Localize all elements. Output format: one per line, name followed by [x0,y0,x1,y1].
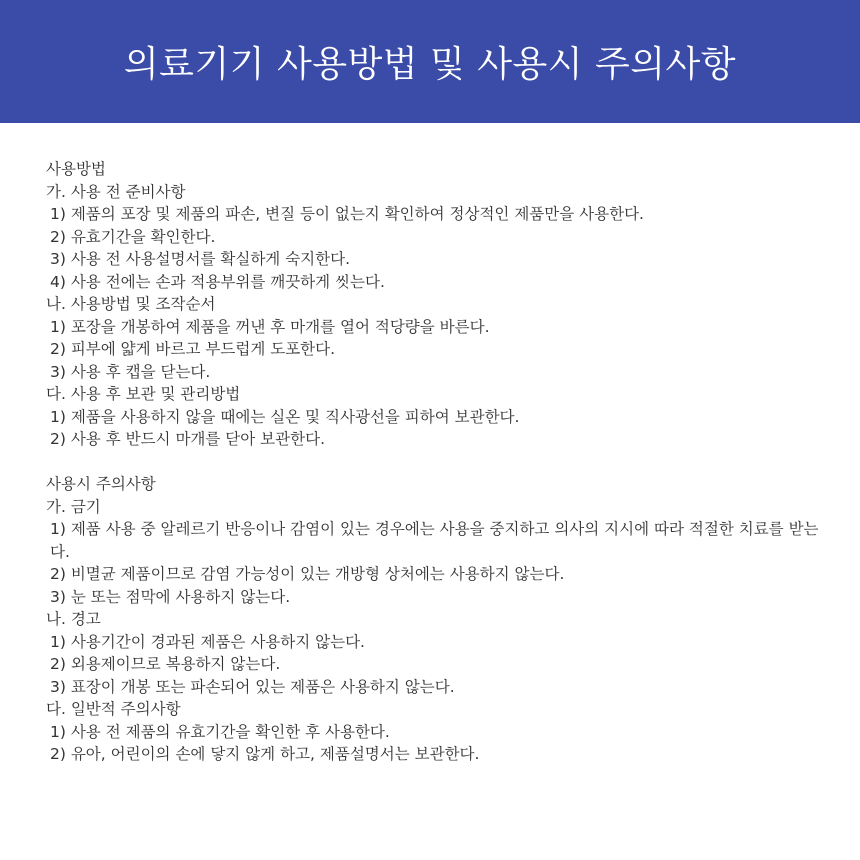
list-item: 1) 사용기간이 경과된 제품은 사용하지 않는다. [50,632,365,651]
list-item: 2) 외용제이므로 복용하지 않는다. [50,655,281,673]
list-item: 2) 유효기간을 확인한다. [50,227,216,246]
usage-section-na-title: 나. 사용방법 및 조작순서 [46,295,216,313]
usage-section-da-title: 다. 사용 후 보관 및 관리방법 [46,385,241,403]
precautions-heading: 사용시 주의사항 [46,475,156,493]
list-item: 4) 사용 전에는 손과 적용부위를 깨끗하게 씻는다. [50,272,385,291]
list-item: 1) 제품을 사용하지 않을 때에는 실온 및 직사광선을 피하여 보관한다. [50,407,520,426]
document-body [46,158,826,766]
list-item: 1) 포장을 개봉하여 제품을 꺼낸 후 마개를 열어 적당량을 바른다. [50,317,490,336]
list-item: 1) 제품 사용 중 알레르기 반응이나 감염이 있는 경우에는 사용을 중지하고 의사의 지시에 따라 적절한 치료를 받는다. [50,520,819,561]
list-item: 2) 비멸균 제품이므로 감염 가능성이 있는 개방형 상처에는 사용하지 않는다. [50,565,565,583]
precautions-section-ga-title: 가. 금기 [46,497,101,516]
page-title: 의료기기 사용방법 및 사용시 주의사항 [123,44,737,85]
usage-section-ga-title: 가. 사용 전 준비사항 [46,182,186,201]
list-item: 1) 제품의 포장 및 제품의 파손, 변질 등이 없는지 확인하여 정상적인 제품만을 사용한다. [50,205,644,223]
header-banner [0,0,860,123]
list-item: 3) 눈 또는 점막에 사용하지 않는다. [50,587,291,606]
list-item: 3) 사용 후 캡을 닫는다. [50,362,211,381]
precautions-section-na-title: 나. 경고 [46,610,101,628]
list-item: 3) 사용 전 사용설명서를 확실하게 숙지한다. [50,250,351,268]
usage-heading: 사용방법 [46,160,106,178]
list-item: 2) 피부에 얇게 바르고 부드럽게 도포한다. [50,340,336,358]
list-item: 3) 표장이 개봉 또는 파손되어 있는 제품은 사용하지 않는다. [50,677,455,696]
list-item: 2) 사용 후 반드시 마개를 닫아 보관한다. [50,430,325,448]
list-item: 1) 사용 전 제품의 유효기간을 확인한 후 사용한다. [50,722,390,741]
precautions-section-da-title: 다. 일반적 주의사항 [46,700,181,718]
list-item: 2) 유아, 어린이의 손에 닿지 않게 하고, 제품설명서는 보관한다. [50,745,480,763]
section-spacer [46,451,826,474]
